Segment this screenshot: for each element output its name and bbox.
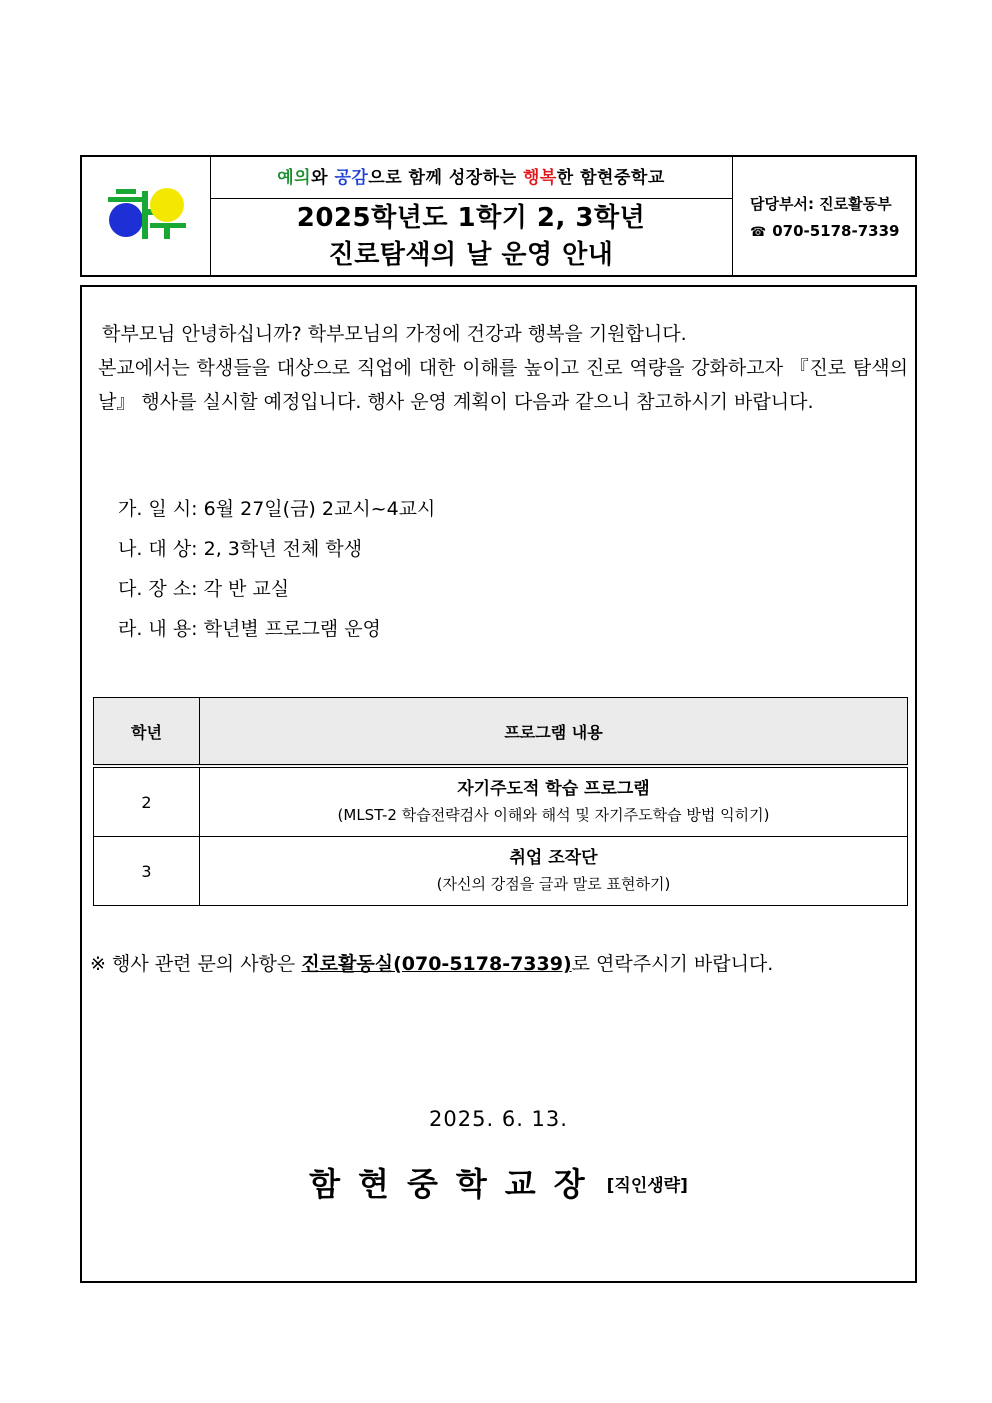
phone-line — [750, 222, 899, 240]
detail-label: 다. 장 소: — [118, 578, 198, 600]
program-detail: (MLST-2 학습전략검사 이해와 해석 및 자기주도학습 방법 익히기) — [337, 806, 770, 824]
detail-label: 가. 일 시: — [118, 498, 198, 520]
detail-datetime — [118, 489, 435, 529]
title-line-1: 2025학년도 1학기 2, 3학년 — [296, 203, 646, 233]
intro-text: 본교에서는 학생들을 대상으로 직업에 대한 이해를 높이고 진로 역량을 강화하고자 『진로 탐색의 날』 행사를 실시할 예정입니다. 행사 운영 계획이 다음과 같으니 참고하시기 바랍니다. — [98, 357, 908, 413]
document-title — [210, 200, 732, 274]
grade-cell: 2 — [94, 766, 200, 837]
seal-omitted: [직인생략] — [606, 1176, 688, 1196]
phone-number: 070-5178-7339 — [772, 222, 900, 240]
signature-line — [82, 1159, 915, 1205]
detail-value: 학년별 프로그램 운영 — [203, 618, 381, 640]
motto-text: 한 함현중학교 — [556, 168, 665, 188]
header-grade: 학년 — [94, 698, 200, 767]
document-header — [80, 155, 917, 277]
note-text: 로 연락주시기 바랍니다. — [571, 953, 774, 975]
title-cell — [210, 157, 733, 275]
school-logo — [106, 183, 188, 241]
program-cell — [200, 766, 908, 837]
greeting-line: 학부모님 안녕하십니까? 학부모님의 가정에 건강과 행복을 기원합니다. — [102, 323, 687, 345]
motto-happiness: 행복 — [522, 168, 557, 188]
program-table — [93, 697, 908, 906]
program-detail: (자신의 강점을 글과 말로 표현하기) — [436, 875, 671, 893]
grade-cell: 3 — [94, 837, 200, 906]
program-cell — [200, 837, 908, 906]
school-motto — [210, 157, 732, 199]
document-body — [80, 285, 917, 1283]
department-label: 담당부서: 진로활동부 — [750, 195, 892, 213]
department-cell — [732, 157, 915, 275]
detail-value: 각 반 교실 — [203, 578, 290, 600]
header-program: 프로그램 내용 — [200, 698, 908, 767]
program-name: 자기주도적 학습 프로그램 — [457, 779, 650, 799]
detail-target — [118, 529, 435, 569]
motto-text: 와 — [311, 168, 335, 188]
table-row — [94, 766, 908, 837]
detail-label: 나. 대 상: — [118, 538, 198, 560]
table-header-row — [94, 698, 908, 767]
detail-value: 6월 27일(금) 2교시~4교시 — [203, 498, 436, 520]
note-text: ※ 행사 관련 문의 사항은 — [90, 953, 302, 975]
detail-content — [118, 609, 435, 649]
table-row — [94, 837, 908, 906]
contact-note — [90, 949, 773, 976]
detail-location — [118, 569, 435, 609]
detail-label: 라. 내 용: — [118, 618, 198, 640]
logo-cell — [82, 157, 211, 275]
program-name: 취업 조작단 — [509, 848, 598, 868]
motto-empathy: 공감 — [334, 168, 369, 188]
event-details — [118, 489, 435, 649]
detail-value: 2, 3학년 전체 학생 — [203, 538, 363, 560]
phone-icon: ☎ — [750, 225, 767, 240]
title-line-2: 진로탐색의 날 운영 안내 — [328, 240, 614, 270]
motto-text: 으로 함께 성장하는 — [368, 168, 523, 188]
contact-info: 진로활동실(070-5178-7339) — [301, 953, 572, 975]
issue-date: 2025. 6. 13. — [429, 1107, 568, 1131]
principal-name: 함현중학교장 — [309, 1165, 603, 1203]
intro-paragraph — [98, 317, 908, 419]
motto-courtesy: 예의 — [277, 168, 312, 188]
